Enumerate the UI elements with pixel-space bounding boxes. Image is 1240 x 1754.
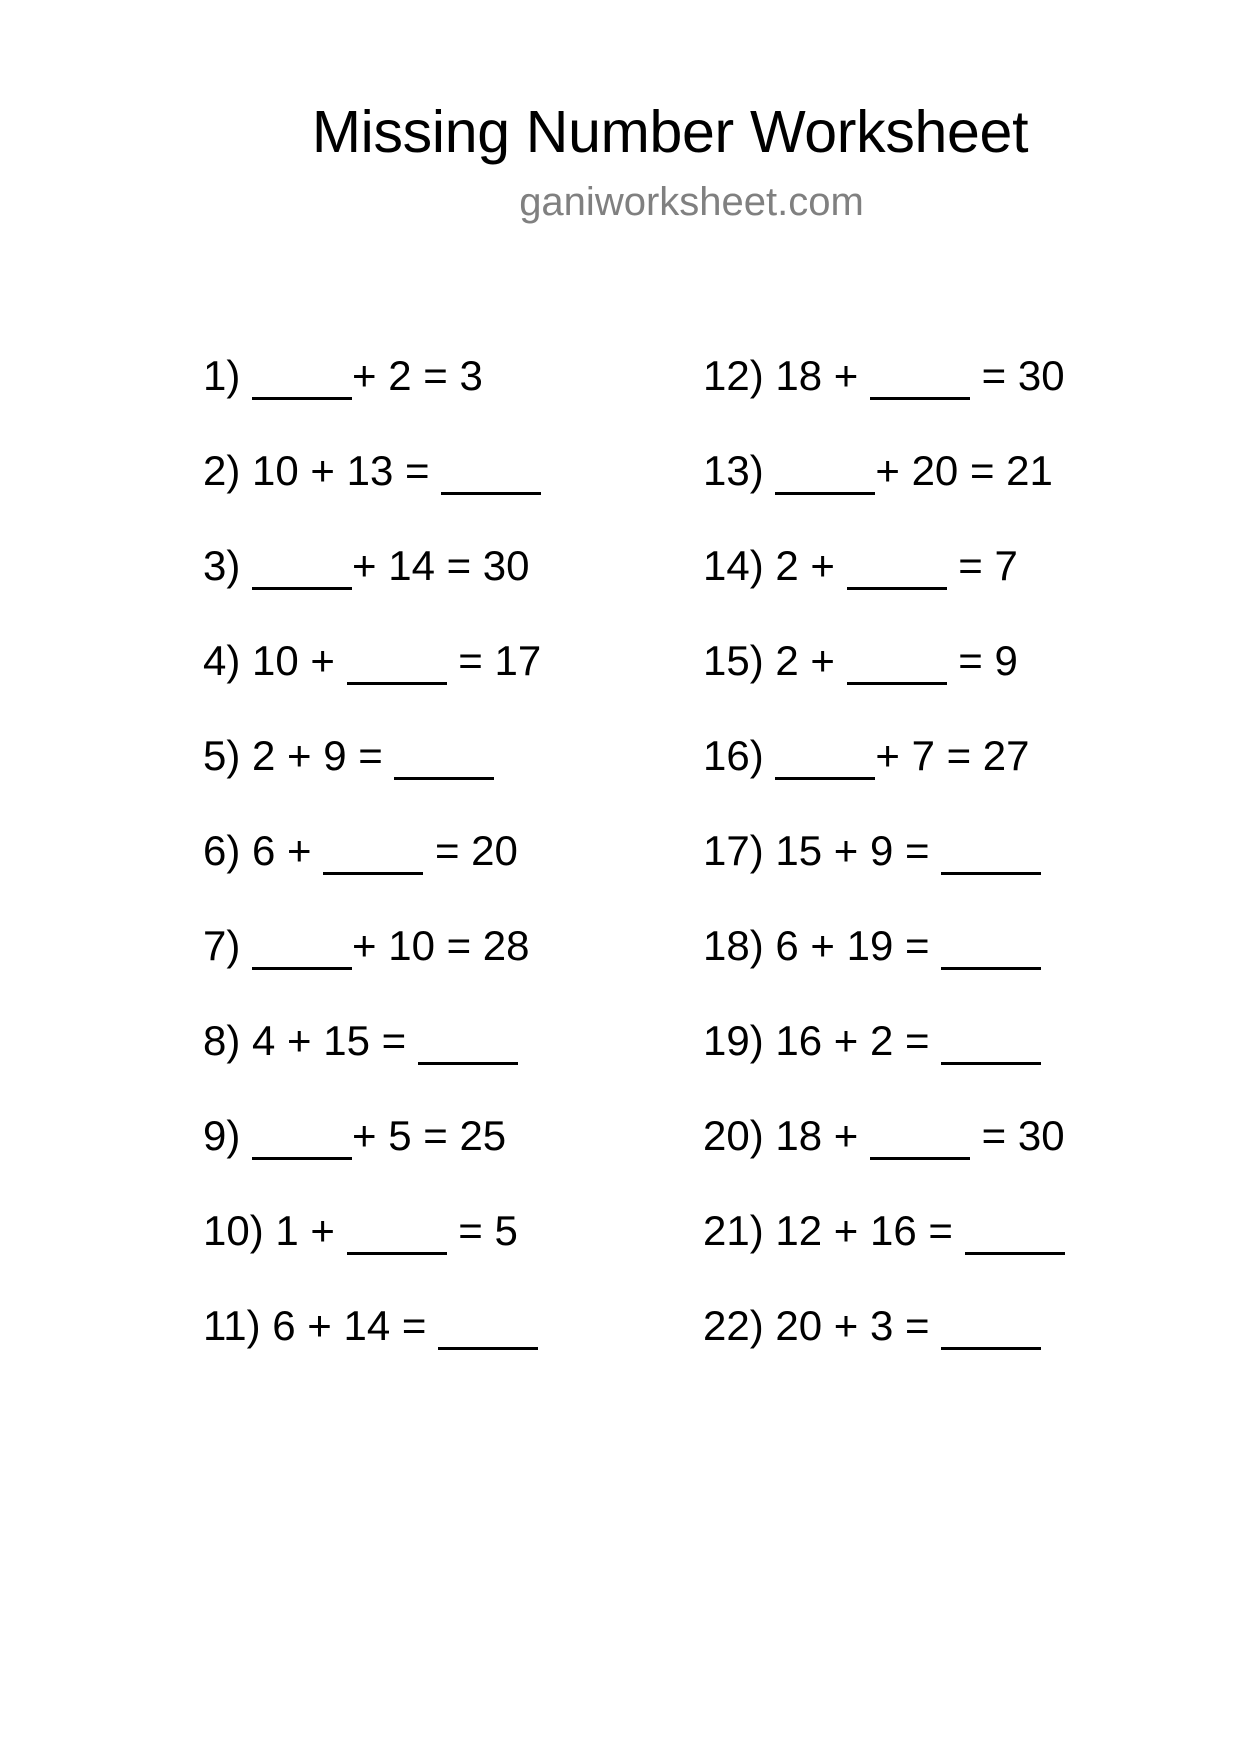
equation-part: = 30 — [981, 352, 1065, 399]
problem-number: 13) — [703, 447, 764, 494]
problem-4 — [203, 636, 541, 686]
equation-part: + 20 = 21 — [875, 447, 1053, 494]
equation-part: 6 + — [252, 827, 312, 874]
problem-number: 4) — [203, 637, 241, 684]
problem-number: 6) — [203, 827, 241, 874]
equation-part: 6 + 19 = — [775, 922, 930, 969]
equation-part: 1 + — [275, 1207, 335, 1254]
equation-part: 2 + — [775, 542, 835, 589]
problem-10 — [203, 1206, 518, 1256]
problem-12 — [703, 351, 1065, 401]
answer-blank[interactable] — [941, 1311, 1041, 1350]
problem-number: 19) — [703, 1017, 764, 1064]
answer-blank[interactable] — [870, 361, 970, 400]
problem-number: 14) — [703, 542, 764, 589]
answer-blank[interactable] — [870, 1121, 970, 1160]
problem-22 — [703, 1301, 1041, 1351]
problem-number: 9) — [203, 1112, 241, 1159]
problem-8 — [203, 1016, 518, 1066]
problem-9 — [203, 1111, 506, 1161]
answer-blank[interactable] — [775, 741, 875, 780]
problem-7 — [203, 921, 530, 971]
problem-13 — [703, 446, 1053, 496]
equation-part: 10 + — [252, 637, 335, 684]
worksheet-website: ganiworksheet.com — [519, 180, 864, 224]
problem-17 — [703, 826, 1041, 876]
answer-blank[interactable] — [323, 836, 423, 875]
answer-blank[interactable] — [252, 551, 352, 590]
problem-number: 2) — [203, 447, 241, 494]
equation-part: 10 + 13 = — [252, 447, 430, 494]
equation-part: + 2 = 3 — [352, 352, 483, 399]
problem-15 — [703, 636, 1018, 686]
problem-5 — [203, 731, 494, 781]
equation-part: + 5 = 25 — [352, 1112, 507, 1159]
problem-number: 8) — [203, 1017, 241, 1064]
problem-19 — [703, 1016, 1041, 1066]
answer-blank[interactable] — [347, 646, 447, 685]
answer-blank[interactable] — [941, 931, 1041, 970]
problem-2 — [203, 446, 541, 496]
problem-number: 22) — [703, 1302, 764, 1349]
problem-number: 11) — [203, 1302, 261, 1349]
problem-number: 10) — [203, 1207, 264, 1254]
answer-blank[interactable] — [847, 646, 947, 685]
equation-part: + 7 = 27 — [875, 732, 1030, 779]
answer-blank[interactable] — [941, 1026, 1041, 1065]
answer-blank[interactable] — [775, 456, 875, 495]
problem-21 — [703, 1206, 1065, 1256]
worksheet-title: Missing Number Worksheet — [311, 99, 1029, 165]
problem-6 — [203, 826, 518, 876]
problem-number: 1) — [203, 352, 241, 399]
problem-number: 20) — [703, 1112, 764, 1159]
equation-part: 18 + — [775, 352, 859, 399]
equation-part: 15 + 9 = — [775, 827, 930, 874]
equation-part: = 7 — [958, 542, 1018, 589]
equation-part: = 17 — [458, 637, 542, 684]
equation-part: 2 + — [775, 637, 835, 684]
problem-number: 16) — [703, 732, 764, 779]
answer-blank[interactable] — [252, 1121, 352, 1160]
problem-20 — [703, 1111, 1065, 1161]
equation-part: = 9 — [958, 637, 1018, 684]
equation-part: 20 + 3 = — [775, 1302, 930, 1349]
equation-part: 18 + — [775, 1112, 859, 1159]
equation-part: = 20 — [434, 827, 518, 874]
problem-18 — [703, 921, 1041, 971]
problem-number: 7) — [203, 922, 241, 969]
answer-blank[interactable] — [418, 1026, 518, 1065]
answer-blank[interactable] — [941, 836, 1041, 875]
answer-blank[interactable] — [965, 1216, 1065, 1255]
problem-11 — [203, 1301, 538, 1351]
problem-1 — [203, 351, 483, 401]
answer-blank[interactable] — [252, 361, 352, 400]
equation-part: 6 + 14 = — [272, 1302, 427, 1349]
problem-14 — [703, 541, 1018, 591]
problem-number: 5) — [203, 732, 241, 779]
problem-number: 18) — [703, 922, 764, 969]
problem-number: 21) — [703, 1207, 764, 1254]
equation-part: 12 + 16 = — [775, 1207, 953, 1254]
equation-part: = 30 — [981, 1112, 1065, 1159]
problem-3 — [203, 541, 530, 591]
problem-16 — [703, 731, 1030, 781]
problem-number: 15) — [703, 637, 764, 684]
equation-part: = 5 — [458, 1207, 518, 1254]
answer-blank[interactable] — [847, 551, 947, 590]
problem-number: 3) — [203, 542, 241, 589]
answer-blank[interactable] — [347, 1216, 447, 1255]
answer-blank[interactable] — [441, 456, 541, 495]
answer-blank[interactable] — [394, 741, 494, 780]
answer-blank[interactable] — [438, 1311, 538, 1350]
problem-number: 17) — [703, 827, 764, 874]
equation-part: + 10 = 28 — [352, 922, 530, 969]
equation-part: 16 + 2 = — [775, 1017, 930, 1064]
equation-part: 2 + 9 = — [252, 732, 383, 779]
equation-part: 4 + 15 = — [252, 1017, 407, 1064]
equation-part: + 14 = 30 — [352, 542, 530, 589]
problem-number: 12) — [703, 352, 764, 399]
answer-blank[interactable] — [252, 931, 352, 970]
